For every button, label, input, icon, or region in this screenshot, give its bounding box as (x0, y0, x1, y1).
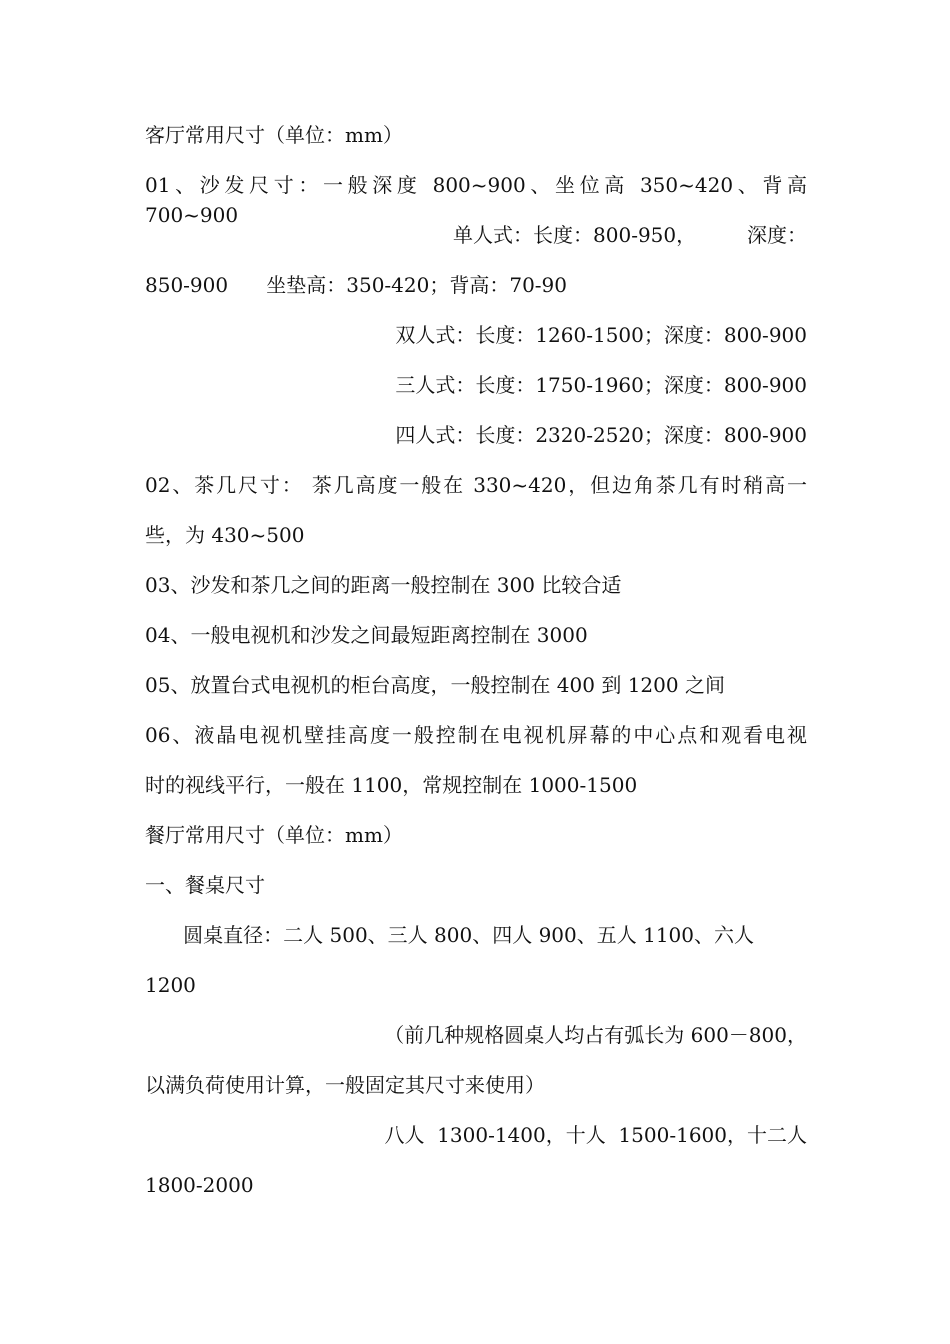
single-sofa-continued: 850-900 坐垫高：350-420；背高：70-90 (145, 273, 568, 297)
sofa-size-line: 01、沙发尺寸：一般深度 800~900、坐位高 350~420、背高 700~900 (145, 173, 807, 227)
dining-room-heading: 餐厅常用尺寸（单位：mm） (145, 823, 403, 847)
round-table-diameter-continued: 1200 (145, 973, 196, 997)
round-table-note-continued: 以满负荷使用计算，一般固定其尺寸来使用） (145, 1073, 545, 1097)
large-round-table-continued: 1800-2000 (145, 1173, 254, 1197)
coffee-table-continued: 些，为 430~500 (145, 523, 305, 547)
tv-sofa-distance-line: 04、一般电视机和沙发之间最短距离控制在 3000 (145, 623, 588, 647)
quad-sofa-line: 四人式：长度：2320-2520；深度：800-900 (395, 423, 807, 447)
living-room-heading: 客厅常用尺寸（单位：mm） (145, 123, 403, 147)
dining-table-heading: 一、餐桌尺寸 (145, 873, 265, 897)
lcd-wall-height-line: 06、液晶电视机壁挂高度一般控制在电视机屏幕的中心点和观看电视 (145, 723, 807, 747)
double-sofa-line: 双人式：长度：1260-1500；深度：800-900 (395, 323, 807, 347)
round-table-diameter-line: 圆桌直径：二人 500、三人 800、四人 900、五人 1100、六人 (145, 923, 754, 947)
sofa-table-distance-line: 03、沙发和茶几之间的距离一般控制在 300 比较合适 (145, 573, 622, 597)
lcd-wall-height-continued: 时的视线平行，一般在 1100，常规控制在 1000-1500 (145, 773, 638, 797)
tv-cabinet-height-line: 05、放置台式电视机的柜台高度，一般控制在 400 到 1200 之间 (145, 673, 725, 697)
coffee-table-line: 02、茶几尺寸： 茶几高度一般在 330~420，但边角茶几有时稍高一 (145, 473, 807, 497)
round-table-note-line: （前几种规格圆桌人均占有弧长为 600－800， (384, 1023, 807, 1047)
large-round-table-line: 八人 1300-1400，十人 1500-1600，十二人 (384, 1123, 807, 1147)
single-sofa-line: 单人式：长度：800-950， 深度： (453, 223, 807, 247)
triple-sofa-line: 三人式：长度：1750-1960；深度：800-900 (395, 373, 807, 397)
